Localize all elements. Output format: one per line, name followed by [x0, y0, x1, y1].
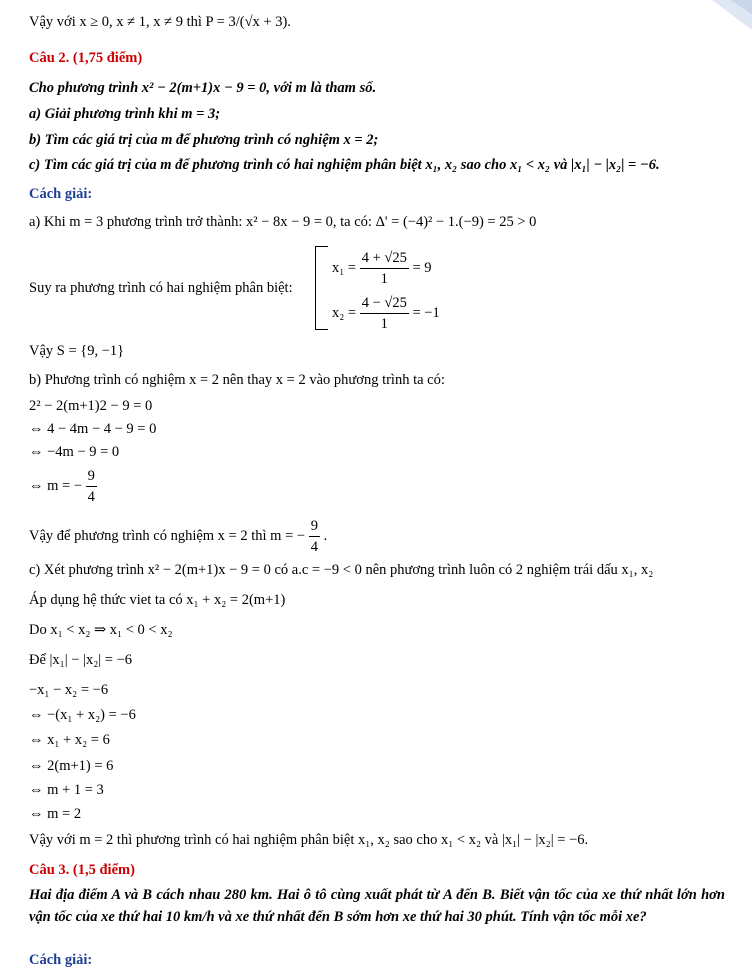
solution-c-line-10: ⇔ m = 2	[29, 806, 82, 822]
x1-lhs: x₁ =	[332, 259, 357, 276]
x2-rhs: = −1	[412, 304, 440, 321]
solution-b-step-1: 2² − 2(m+1)2 − 9 = 0	[29, 398, 153, 414]
solution-c-line-2: Áp dụng hệ thức viet ta có x₁ + x₂ = 2(m+1)	[29, 592, 286, 608]
solution-a-conclusion: Vậy S = {9, −1}	[29, 343, 125, 359]
root-x2	[332, 293, 440, 334]
step-4-prefix: ⇔ m = −	[29, 477, 83, 494]
x1-fraction	[360, 248, 409, 289]
x2-denominator: 1	[380, 316, 388, 332]
x2-fraction	[360, 293, 409, 334]
b-conclusion-denominator: 4	[310, 539, 318, 555]
step-4-numerator: 9	[86, 466, 97, 487]
x2-numerator: 4 − √25	[360, 293, 409, 314]
b-conclusion-prefix: Vậy để phương trình có nghiệm x = 2 thì m = −	[29, 527, 306, 544]
b-conclusion-numerator: 9	[309, 516, 320, 537]
question-2b: b) Tìm các giá trị của m để phương trình có nghiệm x = 2;	[29, 132, 379, 148]
solution-label: Cách giải:	[29, 186, 93, 202]
solution-c-line-3: Do x₁ < x₂ ⇒ x₁ < 0 < x₂	[29, 622, 173, 638]
b-conclusion-fraction	[309, 516, 320, 557]
b-conclusion-suffix: .	[323, 527, 328, 544]
roots-system-bracket	[315, 246, 328, 330]
solution-b-step-3: ⇔ −4m − 9 = 0	[29, 444, 120, 460]
solution-b-conclusion	[29, 516, 327, 557]
question-2a: a) Giải phương trình khi m = 3;	[29, 106, 221, 122]
solution-c-line-4: Để |x₁| − |x₂| = −6	[29, 652, 133, 668]
solution-c-line-1: c) Xét phương trình x² − 2(m+1)x − 9 = 0 có a.c = −9 < 0 nên phương trình luôn có 2 nghiệm trái dấu x₁, x₂	[29, 562, 654, 578]
corner-decoration	[692, 0, 752, 40]
solution-label-q3: Cách giải:	[29, 952, 93, 968]
solution-b-line: b) Phương trình có nghiệm x = 2 nên thay x = 2 vào phương trình ta có:	[29, 372, 445, 388]
question-2-heading: Câu 2. (1,75 điểm)	[29, 50, 143, 66]
question-3-heading: Câu 3. (1,5 điểm)	[29, 862, 135, 878]
step-4-fraction	[86, 466, 97, 507]
solution-b-step-2: ⇔ 4 − 4m − 4 − 9 = 0	[29, 421, 157, 437]
solution-c-line-9: ⇔ m + 1 = 3	[29, 782, 104, 798]
x2-lhs: x₂ =	[332, 304, 357, 321]
question-2-prompt: Cho phương trình x² − 2(m+1)x − 9 = 0, với m là tham số.	[29, 80, 377, 96]
question-3-prompt: Hai địa điểm A và B cách nhau 280 km. Hai ô tô cùng xuất phát từ A đến B. Biết vận tốc của xe thứ nhất lớn hơn vận tốc của xe thứ hai 10 km/h và xe thứ nhất đến B sớm hơn xe thứ hai 30 phút. Tính vận tốc mỗi xe?	[29, 887, 725, 925]
x1-rhs: = 9	[412, 259, 432, 276]
solution-c-line-7: ⇔ x₁ + x₂ = 6	[29, 732, 110, 748]
solution-a-line: a) Khi m = 3 phương trình trở thành: x² − 8x − 9 = 0, ta có: Δ' = (−4)² − 1.(−9) = 25 > 0	[29, 214, 537, 230]
solution-c-conclusion: Vậy với m = 2 thì phương trình có hai nghiệm phân biệt x₁, x₂ sao cho x₁ < x₂ và |x₁| − |x₂| = −6.	[29, 832, 589, 848]
solution-c-line-6: ⇔ −(x₁ + x₂) = −6	[29, 707, 136, 723]
solution-b-step-4	[29, 466, 97, 507]
x1-denominator: 1	[380, 271, 388, 287]
solution-a-roots-intro: Suy ra phương trình có hai nghiệm phân biệt:	[29, 280, 293, 296]
solution-c-line-8: ⇔ 2(m+1) = 6	[29, 758, 114, 774]
solution-c-line-5: −x₁ − x₂ = −6	[29, 682, 109, 698]
root-x1	[332, 248, 432, 289]
previous-answer-line: Vậy với x ≥ 0, x ≠ 1, x ≠ 9 thì P = 3/(√x + 3).	[29, 14, 291, 30]
step-4-denominator: 4	[87, 489, 95, 505]
x1-numerator: 4 + √25	[360, 248, 409, 269]
question-2c: c) Tìm các giá trị của m để phương trình có hai nghiệm phân biệt x₁, x₂ sao cho x₁ < x₂ và |x₁| − |x₂| = −6.	[29, 157, 660, 173]
